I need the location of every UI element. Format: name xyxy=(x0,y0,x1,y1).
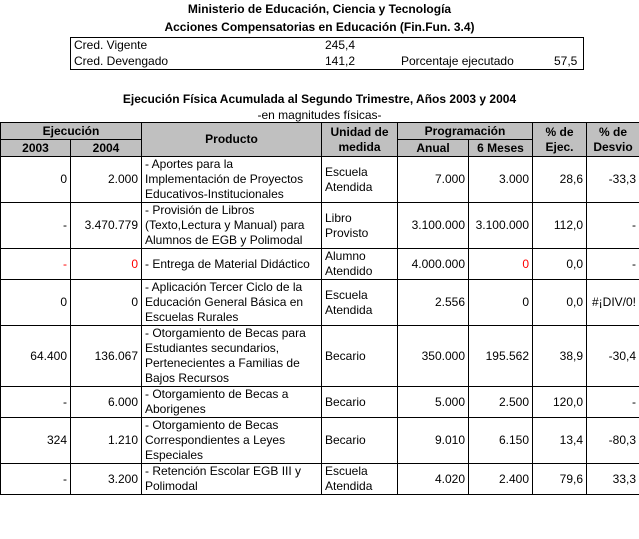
cell-2003: - xyxy=(1,464,71,495)
cred-devengado-value: 141,2 xyxy=(325,54,356,68)
cell-producto: - Retención Escolar EGB III y Polimodal xyxy=(142,464,322,495)
cell-6-meses: 6.150 xyxy=(469,418,533,464)
cell-unidad: Escuela Atendida xyxy=(322,280,398,326)
table-row xyxy=(1,387,639,418)
cell-anual: 4.000.000 xyxy=(398,249,469,280)
table-row xyxy=(1,203,639,249)
cell-6-meses: 3.100.000 xyxy=(469,203,533,249)
header-producto: Producto xyxy=(142,123,322,157)
cell-pct-ejec: 112,0 xyxy=(533,203,587,249)
cell-2003: 0 xyxy=(1,157,71,203)
cell-pct-ejec: 13,4 xyxy=(533,418,587,464)
cell-producto: - Aportes para la Implementación de Proyectos Educativos-Institucionales xyxy=(142,157,322,203)
table-row xyxy=(1,418,639,464)
cell-2003: 64.400 xyxy=(1,326,71,387)
table-row xyxy=(1,280,639,326)
cell-6-meses: 0 xyxy=(469,280,533,326)
cell-2003: 324 xyxy=(1,418,71,464)
cell-pct-desvio: -30,4 xyxy=(587,326,639,387)
header-6-meses: 6 Meses xyxy=(469,140,533,157)
cell-producto: - Otorgamiento de Becas para Estudiantes secundarios, Pertenecientes a Familias de Bajos Recursos xyxy=(142,326,322,387)
cell-6-meses: 0 xyxy=(469,249,533,280)
cell-pct-desvio: - xyxy=(587,249,639,280)
cred-vigente-value: 245,4 xyxy=(325,38,356,52)
cell-2004: 136.067 xyxy=(71,326,142,387)
cell-unidad: Becario xyxy=(322,326,398,387)
ministry-title: Ministerio de Educación, Ciencia y Tecnología xyxy=(187,2,452,16)
cell-6-meses: 2.500 xyxy=(469,387,533,418)
cell-producto: - Otorgamiento de Becas Correspondientes a Leyes Especiales xyxy=(142,418,322,464)
cell-pct-ejec: 38,9 xyxy=(533,326,587,387)
cell-unidad: Libro Provisto xyxy=(322,203,398,249)
cred-devengado-label: Cred. Devengado xyxy=(74,54,169,68)
cell-2003: 0 xyxy=(1,280,71,326)
cell-unidad: Alumno Atendido xyxy=(322,249,398,280)
cell-producto: - Provisión de Libros (Texto,Lectura y Manual) para Alumnos de EGB y Polimodal xyxy=(142,203,322,249)
cell-2004: 0 xyxy=(71,249,142,280)
cell-producto: - Entrega de Material Didáctico xyxy=(142,249,322,280)
cell-2004: 3.200 xyxy=(71,464,142,495)
cell-2004: 1.210 xyxy=(71,418,142,464)
execution-table xyxy=(0,122,639,495)
header-unidad: Unidad de medida xyxy=(322,123,398,157)
program-title: Acciones Compensatorias en Educación (Fin.Fun. 3.4) xyxy=(164,20,475,34)
table-row xyxy=(1,326,639,387)
cell-pct-desvio: - xyxy=(587,203,639,249)
cell-2004: 2.000 xyxy=(71,157,142,203)
cell-pct-desvio: 33,3 xyxy=(587,464,639,495)
cell-anual: 7.000 xyxy=(398,157,469,203)
porcentaje-label: Porcentaje ejecutado xyxy=(401,54,514,68)
cell-anual: 9.010 xyxy=(398,418,469,464)
cell-producto: - Aplicación Tercer Ciclo de la Educación General Básica en Escuelas Rurales xyxy=(142,280,322,326)
cell-6-meses: 3.000 xyxy=(469,157,533,203)
cell-anual: 2.556 xyxy=(398,280,469,326)
section-subtitle: -en magnitudes físicas- xyxy=(257,108,382,122)
cell-anual: 3.100.000 xyxy=(398,203,469,249)
credits-box xyxy=(70,37,584,70)
porcentaje-value: 57,5 xyxy=(554,54,578,68)
cell-2003: - xyxy=(1,203,71,249)
header-ejecucion: Ejecución xyxy=(1,123,142,140)
header-programacion: Programación xyxy=(398,123,533,140)
cell-pct-ejec: 28,6 xyxy=(533,157,587,203)
cell-pct-ejec: 79,6 xyxy=(533,464,587,495)
header-2003: 2003 xyxy=(1,140,71,157)
cell-2003: - xyxy=(1,249,71,280)
header-pct-ejec: % de Ejec. xyxy=(533,123,587,157)
cell-2004: 0 xyxy=(71,280,142,326)
cell-6-meses: 195.562 xyxy=(469,326,533,387)
cell-pct-ejec: 0,0 xyxy=(533,280,587,326)
cell-anual: 4.020 xyxy=(398,464,469,495)
cell-2004: 6.000 xyxy=(71,387,142,418)
cell-6-meses: 2.400 xyxy=(469,464,533,495)
cell-unidad: Escuela Atendida xyxy=(322,157,398,203)
header-2004: 2004 xyxy=(71,140,142,157)
cell-producto: - Otorgamiento de Becas a Aborigenes xyxy=(142,387,322,418)
cell-unidad: Becario xyxy=(322,418,398,464)
cell-2004: 3.470.779 xyxy=(71,203,142,249)
header-anual: Anual xyxy=(398,140,469,157)
header-pct-desvio: % de Desvio xyxy=(587,123,639,157)
cell-pct-desvio: - xyxy=(587,387,639,418)
cell-anual: 5.000 xyxy=(398,387,469,418)
cell-2003: - xyxy=(1,387,71,418)
cell-unidad: Becario xyxy=(322,387,398,418)
cell-pct-desvio: #¡DIV/0! xyxy=(587,280,639,326)
section-title: Ejecución Física Acumulada al Segundo Trimestre, Años 2003 y 2004 xyxy=(122,92,517,106)
cell-pct-ejec: 120,0 xyxy=(533,387,587,418)
table-row xyxy=(1,157,639,203)
cell-pct-desvio: -80,3 xyxy=(587,418,639,464)
cell-pct-ejec: 0,0 xyxy=(533,249,587,280)
cred-vigente-label: Cred. Vigente xyxy=(74,38,148,52)
table-row xyxy=(1,249,639,280)
cell-unidad: Escuela Atendida xyxy=(322,464,398,495)
cell-anual: 350.000 xyxy=(398,326,469,387)
cell-pct-desvio: -33,3 xyxy=(587,157,639,203)
table-row xyxy=(1,464,639,495)
